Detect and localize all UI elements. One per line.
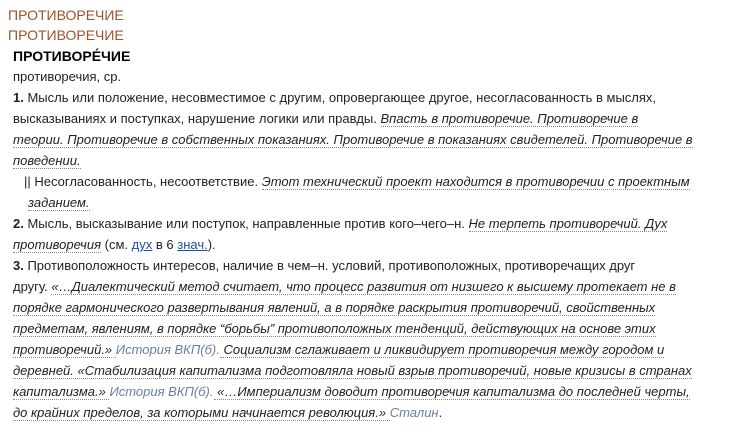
see-also-suffix: ). — [207, 237, 216, 252]
sense-3-example-2: Социализм сглаживает и ликвидирует противоречия между городом и — [219, 342, 665, 357]
sense-2-definition: Мысль, высказывание или поступок, направленные против кого–чего–н. — [23, 216, 469, 231]
sense-3-quote-3-end: до крайних пределов, за которыми начинается революция.» — [13, 405, 390, 420]
sense-1-definition: Мысль или положение, несовместимое с другим, опровергающее другое, несогласованность в мыслях, — [27, 90, 657, 105]
sense-2-line-2 — [13, 234, 746, 255]
see-also-mid: в 6 — [152, 237, 178, 252]
sense-2-example-end: противоречия — [13, 237, 102, 252]
sense-3-line-2 — [13, 276, 746, 297]
sense-1-example: Впасть в противоречие. Противоречие в — [380, 111, 639, 126]
sense-2-line-1 — [13, 213, 746, 234]
source-citation-1: История ВКП(б). — [115, 342, 220, 357]
source-citation-2: История ВКП(б). — [109, 384, 214, 399]
sense-3-line-5 — [13, 339, 746, 360]
sense-3-quote-2-end: капитализма.» — [13, 384, 110, 399]
subsense-example: Этот технический проект находится в противоречии с проектным — [261, 174, 690, 189]
sense-3-line-4 — [13, 318, 746, 339]
breadcrumb-link-2[interactable]: ПРОТИВОРЕЧИЕ — [8, 27, 124, 43]
subsense-mark: || — [24, 174, 31, 189]
sense-3-line-7 — [13, 381, 746, 402]
sense-3-quote-cont-2: предметам, явлениям, в порядке “борьбы” противоположных тенденций, действующих на основе этих — [13, 321, 656, 336]
sense-1-example-cont: теории. Противоречие в собственных показаниях. Противоречие в показаниях свидетелей. Противоречие в — [13, 132, 693, 147]
link-dukh[interactable]: дух — [131, 237, 153, 252]
subsense-example-end: заданием. — [28, 195, 90, 210]
sense-3-line-1 — [13, 255, 746, 276]
sense-1-example-end: поведении. — [13, 153, 81, 168]
sense-1-line-4 — [13, 150, 746, 171]
sense-3-quote-end: противоречий.» — [13, 342, 116, 357]
dictionary-entry — [8, 46, 746, 423]
breadcrumb-link-1[interactable]: ПРОТИВОРЕЧИЕ — [8, 7, 124, 23]
sense-1-sub-line-1 — [13, 171, 746, 192]
sense-3-line-6 — [13, 360, 746, 381]
sense-3-quote-cont-1: порядке гармонического развертывания явлений, а в порядке раскрытия противоречий, свойственных — [13, 300, 656, 315]
sense-3-number: 3. — [13, 258, 24, 273]
final-period: . — [438, 405, 443, 420]
sense-1-number: 1. — [13, 90, 24, 105]
sense-3-definition: Противоположность интересов, наличие в чем–н. условий, противоположных, противоречащих друг — [23, 258, 636, 273]
sense-3-quote: «…Диалектический метод считает, что процесс развития от низшего к высшему протекает не в — [51, 279, 676, 294]
sense-1-line-2 — [13, 108, 746, 129]
sense-1-line-3 — [13, 129, 746, 150]
sense-3-line-3 — [13, 297, 746, 318]
sense-3-line-8 — [13, 402, 746, 423]
grammar-note: противоречия, ср. — [13, 69, 122, 84]
subsense-definition: Несогласованность, несоответствие. — [30, 174, 262, 189]
link-znach[interactable]: знач. — [177, 237, 208, 252]
sense-1-line-1 — [13, 87, 746, 108]
sense-1-definition-cont: высказываниях и поступках, нарушение логики или правды. — [13, 111, 381, 126]
sense-1-sub-line-2 — [13, 192, 746, 213]
headword: ПРОТИВОРЕ́ЧИЕ — [13, 48, 131, 64]
sense-3-quote-3: «…Империализм доводит противоречия капитализма до последней черты, — [213, 384, 690, 399]
sense-3-quote-2: деревней. «Стабилизация капитализма подготовляла новый взрыв противоречий, новые кризисы в странах — [13, 363, 692, 378]
sense-2-number: 2. — [13, 216, 24, 231]
source-citation-3: Сталин — [389, 405, 439, 420]
see-also-prefix: (см. — [101, 237, 132, 252]
sense-3-definition-end: другу. — [13, 279, 52, 294]
sense-2-example: Не терпеть противоречий. Дух — [468, 216, 668, 231]
